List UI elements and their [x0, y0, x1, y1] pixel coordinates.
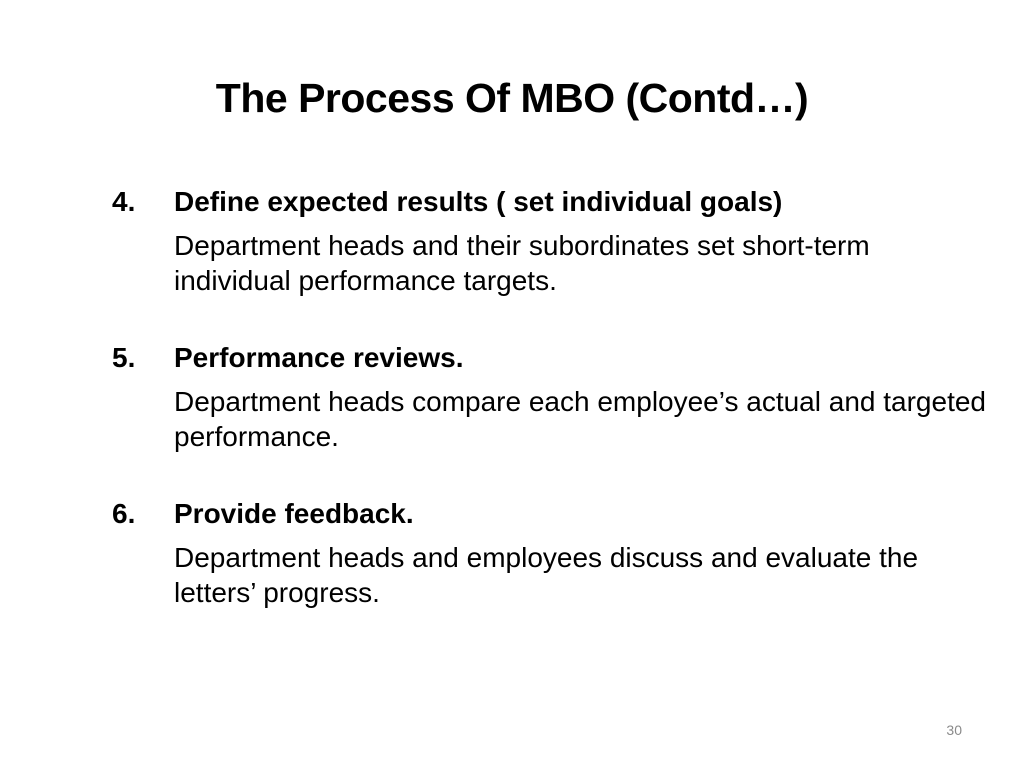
- numbered-list: [112, 182, 992, 650]
- list-item-5: [112, 338, 992, 454]
- list-item-heading-text: Performance reviews.: [174, 342, 464, 373]
- slide-title: The Process Of MBO (Contd…): [215, 75, 809, 121]
- list-item-description: Department heads and employees discuss and evaluate the letters’ progress.: [174, 542, 919, 608]
- list-item-description: Department heads compare each employee’s actual and targeted performance.: [174, 386, 986, 452]
- list-item-heading: [112, 182, 992, 222]
- list-item-description: Department heads and their subordinates set short-term individual performance targets.: [174, 230, 870, 296]
- list-item-heading: [112, 338, 992, 378]
- list-item-6: [112, 494, 992, 610]
- list-item-heading-text: Provide feedback.: [174, 498, 414, 529]
- list-item-heading: [112, 494, 992, 534]
- page-number: 30: [946, 722, 962, 738]
- list-item-heading-text: Define expected results ( set individual goals): [174, 186, 783, 217]
- list-item-number: 5.: [112, 342, 136, 373]
- list-item-4: [112, 182, 992, 298]
- list-item-number: 6.: [112, 498, 136, 529]
- list-item-number: 4.: [112, 186, 136, 217]
